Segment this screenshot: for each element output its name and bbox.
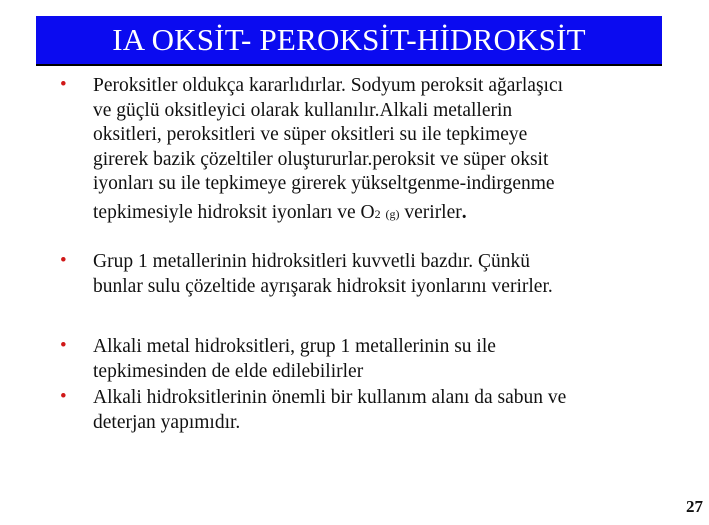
bullet-list	[60, 74, 700, 435]
bullet-item-preparation	[60, 335, 700, 384]
formula-end: .	[461, 201, 467, 223]
bullet-text-line: Grup 1 metallerinin hidroksitleri kuvvetli bazdır. Çünkü	[93, 251, 531, 272]
bullet-text-line: bunlar sulu çözeltide ayrışarak hidroksit iyonlarını verirler.	[93, 275, 553, 297]
bullet-text-line: Alkali hidroksitlerinin önemli bir kullanım alanı da sabun ve	[93, 387, 567, 408]
formula-subscript: 2	[374, 206, 381, 221]
bullet-formula-line	[93, 201, 700, 227]
bullet-text-line: deterjan yapımıdır.	[93, 411, 241, 433]
bullet-icon: •	[60, 335, 67, 356]
title-bar	[36, 16, 662, 66]
bullet-text-line: Peroksitler oldukça kararlıdırlar. Sodyum peroksit ağarlaşıcı	[93, 75, 564, 96]
bullet-item-hydroxides	[60, 250, 700, 299]
slide-title: IA OKSİT- PEROKSİT-HİDROKSİT	[112, 22, 586, 57]
bullet-text-line: tepkimesinden de elde edilebilirler	[93, 360, 364, 382]
bullet-text-line: ve güçlü oksitleyici olarak kullanılır.Alkali metallerin	[93, 99, 513, 121]
bullet-icon: •	[60, 386, 67, 407]
bullet-icon: •	[60, 250, 67, 271]
bullet-text-line: oksitleri, peroksitleri ve süper oksitleri su ile tepkimeye	[93, 124, 528, 145]
bullet-item-usage	[60, 386, 700, 435]
formula-state: (g)	[385, 206, 400, 221]
page-number: 27	[686, 497, 703, 516]
formula-prefix: tepkimesiyle hidroksit iyonları ve O	[93, 201, 375, 223]
formula-suffix: verirler	[399, 201, 462, 223]
bullet-icon: •	[60, 74, 67, 95]
bullet-text-line: Alkali metal hidroksitleri, grup 1 metallerinin su ile	[93, 336, 496, 357]
bullet-text-line: iyonları su ile tepkimeye girerek yükseltgenme-indirgenme	[93, 173, 555, 194]
bullet-text-line: girerek bazik çözeltiler oluştururlar.peroksit ve süper oksit	[93, 148, 549, 170]
bullet-item-peroxides	[60, 74, 700, 226]
